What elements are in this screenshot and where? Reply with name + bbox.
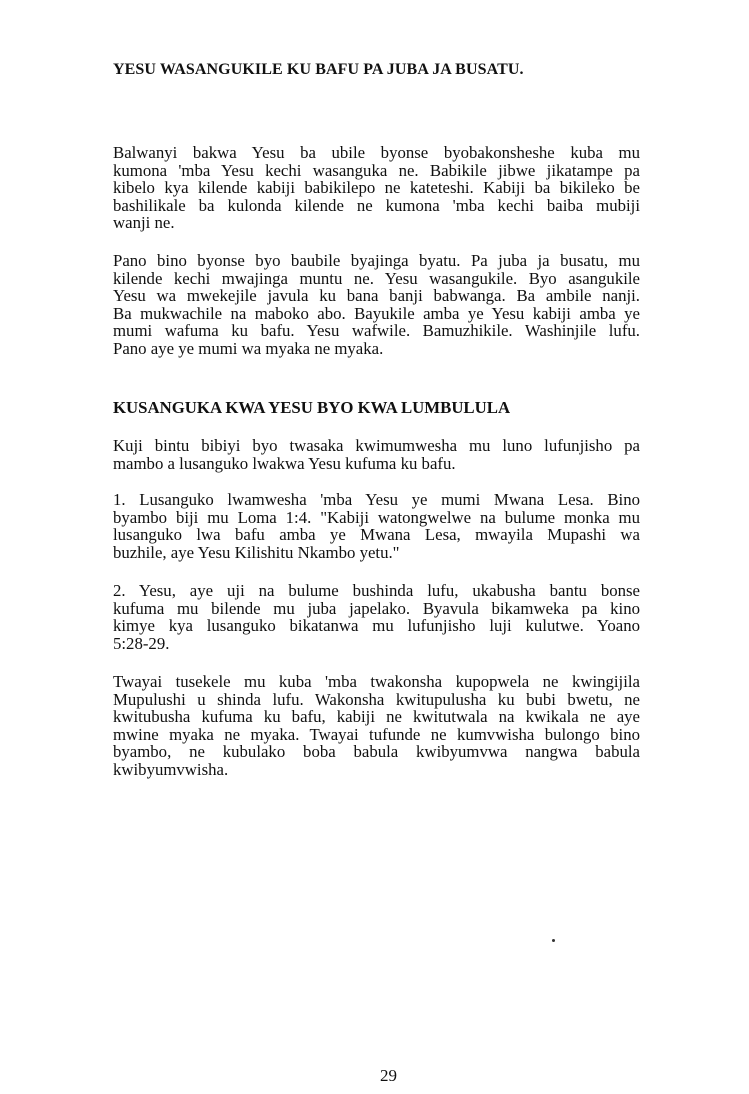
paragraph-3 [113,437,640,472]
text-line: 5:28-29. [113,633,170,653]
text-line: kilende kechi mwajinga muntu ne. Yesu wasangukile. Byo asangukile [113,268,640,288]
text-line: wanji ne. [113,213,175,232]
text-line: kwitubusha kufuma ku bafu, kabiji ne kwitutwala na kwikala ne aye [113,707,640,726]
page-number: 29 [380,1066,397,1085]
text-line: Balwanyi bakwa Yesu ba ubile byonse byobakonsheshe kuba mu [113,143,640,162]
scan-speck [552,939,555,942]
text-line: buzhile, aye Yesu Kilishitu Nkambo yetu." [113,542,400,562]
paragraph-5 [113,582,640,652]
paragraph-4 [113,491,640,561]
text-line: Pano aye ye mumi wa myaka ne myaka. [113,338,384,358]
page-title: YESU WASANGUKILE KU BAFU PA JUBA JA BUSATU. [113,61,524,78]
text-line: byambo biji mu Loma 1:4. "Kabiji watongwelwe na bulume monka mu [113,507,640,527]
text-line: bashilikale ba kulonda kilende ne kumona 'mba kechi baiba mubiji [113,195,640,215]
section-heading: KUSANGUKA KWA YESU BYO KWA LUMBULULA [113,398,511,417]
text-line: lusanguko lwa bafu amba ye Mwana Lesa, mwayila Mupashi wa [113,525,640,544]
text-line: Yesu wa mwekejile javula ku bana banji babwanga. Ba ambile nanji. [113,286,640,305]
text-line: 2. Yesu, aye uji na bulume bushinda lufu, ukabusha bantu bonse [113,581,640,600]
text-line: mambo a lusanguko lwakwa Yesu kufuma ku bafu. [113,453,456,473]
text-line: Pano bino byonse byo baubile byajinga byatu. Pa juba ja busatu, mu [113,251,640,270]
paragraph-1 [113,144,640,232]
text-line: mwine myaka ne myaka. Twayai tufunde ne kumvwisha bulongo bino [113,724,640,744]
text-line: 1. Lusanguko lwamwesha 'mba Yesu ye mumi Mwana Lesa. Bino [113,490,640,509]
text-line: Ba mukwachile na maboko abo. Bayukile amba ye Yesu kabiji amba ye [113,303,640,323]
text-line: Twayai tusekele mu kuba 'mba twakonsha kupopwela ne kwingijila [113,672,640,691]
text-line: kumona 'mba Yesu kechi wasanguka ne. Babikile jibwe jikatampe pa [113,160,640,180]
text-line: kufuma mu bilende mu juba japelako. Byavula bikamweka pa kino [113,598,640,618]
text-line: kwibyumvwisha. [113,759,229,779]
text-line: Mupulushi u shinda lufu. Wakonsha kwitupulusha ku bubi bwetu, ne [113,689,640,709]
paragraph-2 [113,252,640,357]
text-line: kimye kya lusanguko bikatanwa mu lufunjisho luji kulutwe. Yoano [113,616,640,635]
text-line: kibelo kya kilende kabiji babikilepo ne kateteshi. Kabiji ba bikileko be [113,178,640,197]
text-line: Kuji bintu bibiyi byo twasaka kwimumwesha mu luno lufunjisho pa [113,436,640,455]
paragraph-6 [113,673,640,778]
text-line: mumi wafuma ku bafu. Yesu wafwile. Bamuzhikile. Washinjile lufu. [113,321,640,340]
text-line: byambo, ne kubulako boba babula kwibyumvwa nangwa babula [113,742,640,761]
